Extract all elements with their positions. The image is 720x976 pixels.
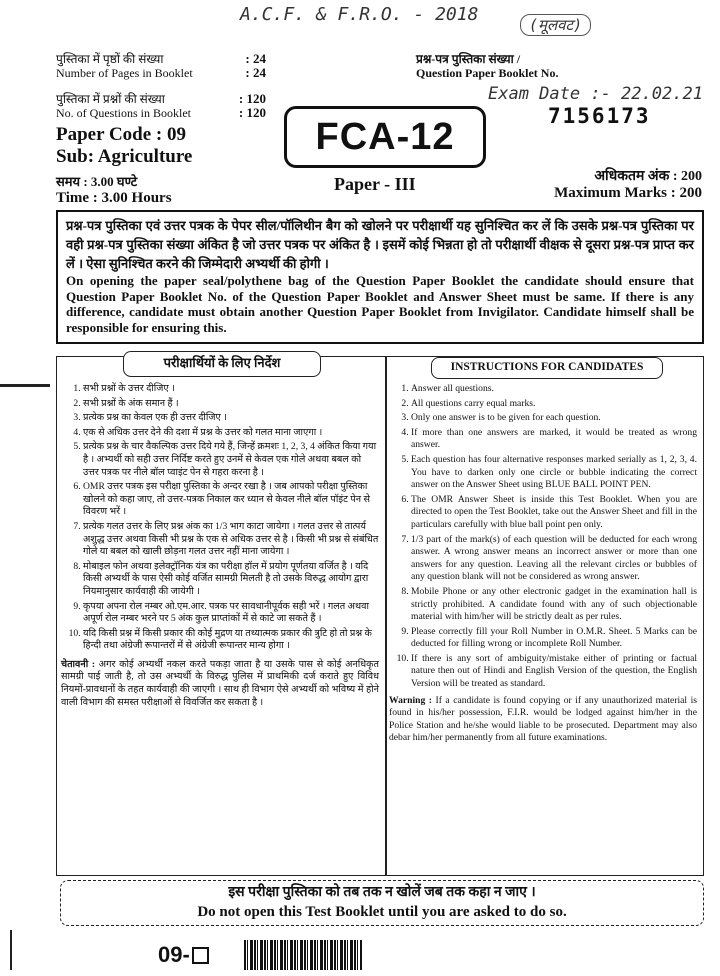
english-instructions-title: INSTRUCTIONS FOR CANDIDATES [431,357,663,379]
footer-code-text: 09- [158,942,190,967]
pages-value-1: : 24 [245,51,266,66]
footer-notice [60,880,704,926]
paper-label: Paper - III [334,174,416,194]
questions-value-2: : 120 [238,105,266,120]
booklet-no-label-en: Question Paper Booklet No. [416,66,559,80]
en-item: 8. Mobile Phone or any other electronic gadget in the examination hall is strictly prohibited. A candidate found with any of such objectionable material with him/her will be strictly dealt as per rules. [411,586,697,624]
time-en: Time : 3.00 Hours [56,190,172,206]
pages-value-2: : 24 [245,65,266,80]
footer-notice-english: Do not open this Test Booklet until you are asked to do so. [197,904,567,920]
hi-item: 10. यदि किसी प्रश्न में किसी प्रकार की कोई मुद्रण या तथ्यात्मक प्रकार की त्रुटि हो तो प्रश्न के हिन्दी तथा अंग्रेजी रूपान्तरों में से अंग्रेजी रूपान्तर मान्य होगा । [83,628,379,653]
left-edge-line [10,930,12,970]
footer-code [158,942,209,968]
footer-notice-hindi: इस परीक्षा पुस्तिका को तब तक न खोलें जब तक कहा न जाए । [228,885,536,900]
handwritten-top-right-note: (मूलवट) [520,14,591,36]
hi-item: 1. सभी प्रश्नों के उत्तर दीजिए । [83,383,379,396]
questions-label-hi: पुस्तिका में प्रश्नों की संख्या [56,92,165,106]
barcode [244,940,362,970]
max-marks-en: Maximum Marks : 200 [554,185,702,201]
handwritten-exam-date: Exam Date :- 22.02.21 [488,84,703,104]
hindi-warning-text: अगर कोई अभ्यर्थी नकल करते पकड़ा जाता है या उसके पास से कोई अनधिकृत सामग्री पाई जाती है, तो उस अभ्यर्थी के विरुद्ध पुलिस में प्राथमिकी दर्ज कराते हुए विविध नियमों-प्रावधानों के तहत कार्यवाही की जाएगी । साथ ही विभाग ऐसे अभ्यर्थी को भविष्य में होने वाली विभाग की समस्त परीक्षाओं से विवर्जित कर सकता है । [61,658,379,708]
time-hi: समय : 3.00 घण्टे [56,174,138,189]
en-item: 4. If more than one answers are marked, it would be treated as wrong answer. [411,427,697,452]
square-icon [192,947,209,964]
hi-item: 2. सभी प्रश्नों के अंक समान हैं । [83,398,379,411]
english-instructions-list [389,383,697,691]
notice-box [56,210,704,344]
handwritten-top-note: A.C.F. & F.R.O. - 2018 [240,4,479,25]
hi-item: 7. प्रत्येक गलत उत्तर के लिए प्रश्न अंक का 1/3 भाग काटा जायेगा । गलत उत्तर से तात्पर्य अशुद्ध उत्तर अथवा किसी भी प्रश्न के एक से अधिक उत्तर से है । किसी भी प्रश्न से संबंधित गोले या बबल को खाली छोड़ना गलत उत्तर नहीं माना जायेगा । [83,521,379,559]
booklet-no-label-hi: प्रश्न-पत्र पुस्तिका संख्या / [416,52,521,66]
code-box [284,106,486,168]
booklet-no-label [416,52,558,80]
max-marks [512,168,702,202]
english-instructions-box [386,356,704,876]
notice-hindi: प्रश्न-पत्र पुस्तिका एवं उत्तर पत्रक के पेपर सील/पॉलिथीन बैग को खोलने पर परीक्षार्थी यह सुनिश्चित कर लें कि उसके प्रश्न-पत्र पुस्तिका पर वही प्रश्न-पत्र पुस्तिका संख्या अंकित है जो उत्तर पत्रक पर अंकित है । इसमें कोई भिन्नता हो तो परीक्षार्थी वीक्षक से दूसरा प्रश्न-पत्र प्राप्त कर लें । ऐसा सुनिश्चित करने की जिम्मेदारी अभ्यर्थी की होगी । [66,218,694,271]
english-warning-label: Warning : [389,694,432,706]
hi-item: 6. OMR उत्तर पत्रक इस परीक्षा पुस्तिका के अन्दर रखा है । जब आपको परीक्षा पुस्तिका खोलने को कहा जाए, तो उत्तर-पत्रक निकाल कर ध्यान से केवल नीले बॉल पॉइंट पेन से विवरण भरें । [83,481,379,519]
hi-item: 4. एक से अधिक उत्तर देने की दशा में प्रश्न के उत्तर को गलत माना जाएगा । [83,427,379,440]
english-warning-text: If a candidate is found copying or if any unauthorized material is found in his/her possession, F.I.R. would be lodged against him/her in the Police Station and he/she would liable to be prosecuted. Department may also debar him/her permanently from all future examinations. [389,694,697,744]
en-item: 5. Each question has four alternative responses marked serially as 1, 2, 3, 4. You have to darken only one circle or bubble indicating the correct answer on the Answer Sheet using BLUE BALL POINT PEN. [411,454,697,492]
questions-value-1: : 120 [238,91,266,106]
hindi-warning-label: चेतावनी : [61,658,96,670]
subject: Sub: Agriculture [56,146,193,167]
code-box-text: FCA-12 [315,115,455,158]
en-item: 6. The OMR Answer Sheet is inside this Test Booklet. When you are directed to open the Test Booklet, take out the Answer Sheet and fill in the particulars carefully with blue ball point pen only. [411,494,697,532]
en-item: 7. 1/3 part of the mark(s) of each question will be deducted for each wrong answer. A wrong answer means an incorrect answer or more than one answers for any question. Leaving all the relevant circles or bubbles of any question blank will not be considered as wrong answer. [411,534,697,584]
max-marks-hi: अधिकतम अंक : 200 [594,169,702,184]
paper-code: Paper Code : 09 [56,124,186,145]
notice-english: On opening the paper seal/polythene bag of the Question Paper Booklet the candidate should ensure that Question Paper Booklet No. of the Question Paper Booklet and Answer Sheet must be same. If there is any difference, candidate must obtain another Question Paper Booklet from Invigilator. Candidate himself shall be responsible for ensuring this. [66,273,694,335]
hi-item: 3. प्रत्येक प्रश्न का केवल एक ही उत्तर दीजिए । [83,412,379,425]
booklet-number: 7156173 [548,104,651,128]
hi-item: 9. कृपया अपना रोल नम्बर ओ.एम.आर. पत्रक पर सावधानीपूर्वक सही भरें । गलत अथवा अपूर्ण रोल नम्बर भरने पर 5 अंक कुल प्राप्तांकों में से काटे जा सकते हैं । [83,601,379,626]
hi-item: 8. मोबाइल फोन अथवा इलेक्ट्रॉनिक यंत्र का परीक्षा हॉल में प्रयोग पूर्णतया वर्जित है । यदि किसी अभ्यर्थी के पास ऐसी कोई वर्जित सामग्री मिलती है तो उसके विरुद्ध आयोग द्वारा नियमानुसार कार्यवाही की जायेगी । [83,561,379,599]
en-item: 1. Answer all questions. [411,383,697,396]
pages-label-hi: पुस्तिका में पृष्ठों की संख्या [56,52,164,66]
en-item: 2. All questions carry equal marks. [411,398,697,411]
questions-label-en: No. of Questions in Booklet [56,106,191,120]
hindi-instructions-box [56,356,386,876]
en-item: 3. Only one answer is to be given for each question. [411,412,697,425]
en-item: 9. Please correctly fill your Roll Number in O.M.R. Sheet. 5 Marks can be deducted for filling wrong or incomplete Roll Number. [411,626,697,651]
en-item: 10. If there is any sort of ambiguity/mistake either of printing or factual nature then out of Hindi and English Version of the question, the English Version will be treated as standard. [411,653,697,691]
hi-item: 5. प्रत्येक प्रश्न के चार वैकल्पिक उत्तर दिये गये हैं, जिन्हें क्रमशः 1, 2, 3, 4 अंकित किया गया है । अभ्यर्थी को सही उत्तर निर्दिष्ट करते हुए उनमें से केवल एक गोले अथवा बबल को उत्तर पत्रक पर नीले बॉल प्वाइंट पेन से गहरा करना है । [83,441,379,479]
pages-label-en: Number of Pages in Booklet [56,66,193,80]
hindi-instructions-title: परीक्षार्थियों के लिए निर्देश [123,351,321,377]
hindi-warning [61,659,379,709]
hindi-instructions-list [61,383,379,653]
margin-mark [0,384,50,387]
left-header [56,52,266,206]
english-warning [389,695,697,745]
